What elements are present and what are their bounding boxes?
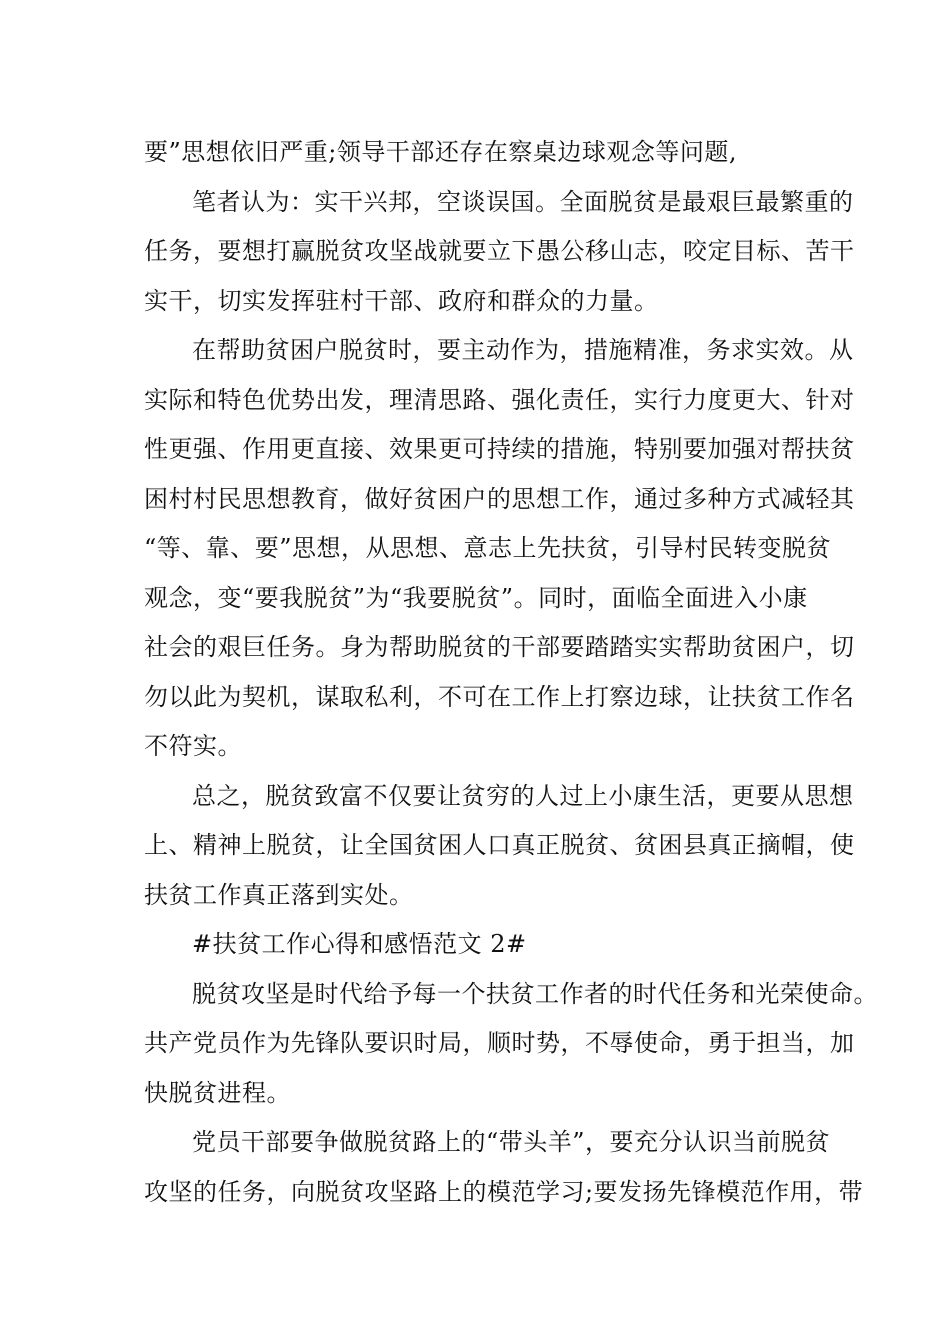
text-line: 困村村民思想教育，做好贫困户的思想工作，通过多种方式减轻其 [144,484,855,513]
text-line: 任务，要想打赢脱贫攻坚战就要立下愚公移山志，咬定目标、苦干 [144,237,855,265]
text-line: 观念，变“要我脱贫”为“我要脱贫”。同时，面临全面进入小康 [144,583,808,612]
text-line: 笔者认为：实干兴邦，空谈误国。全面脱贫是最艰巨最繁重的 [192,187,854,216]
section-heading: #扶贫工作心得和感悟范文 2# [192,930,527,958]
document-body [144,128,878,1217]
text-line: 共产党员作为先锋队要识时局，顺时势，不辱使命，勇于担当，加 [144,1029,855,1057]
text-line: 党员干部要争做脱贫路上的“带头羊”，要充分认识当前脱贫 [192,1128,831,1156]
text-line: 实干，切实发挥驻村干部、政府和群众的力量。 [144,286,659,315]
text-line: 不符实。 [144,732,242,760]
text-line: 上、精神上脱贫，让全国贫困人口真正脱贫、贫困县真正摘帽，使 [144,831,855,859]
text-line: 性更强、作用更直接、效果更可持续的措施，特别要加强对帮扶贫 [144,435,855,463]
text-line: 脱贫攻坚是时代给予每一个扶贫工作者的时代任务和光荣使命。 [192,979,878,1008]
text-line: 在帮助贫困户脱贫时，要主动作为，措施精准，务求实效。从 [192,336,854,364]
text-line: 快脱贫进程。 [144,1078,291,1107]
text-line: 扶贫工作真正落到实处。 [144,880,414,909]
text-line: 社会的艰巨任务。身为帮助脱贫的干部要踏踏实实帮助贫困户，切 [144,633,855,661]
text-line: 要”思想依旧严重;领导干部还存在察桌边球观念等问题, [144,138,737,166]
text-line: “等、靠、要”思想，从思想、意志上先扶贫，引导村民转变脱贫 [144,534,832,562]
text-line: 总之，脱贫致富不仅要让贫穷的人过上小康生活，更要从思想 [192,781,854,810]
text-line: 勿以此为契机，谋取私利，不可在工作上打察边球，让扶贫工作名 [144,682,855,711]
text-line: 实际和特色优势出发，理清思路、强化责任，实行力度更大、针对 [144,385,855,414]
text-line: 攻坚的任务，向脱贫攻坚路上的模范学习;要发扬先锋模范作用，带 [144,1177,864,1206]
